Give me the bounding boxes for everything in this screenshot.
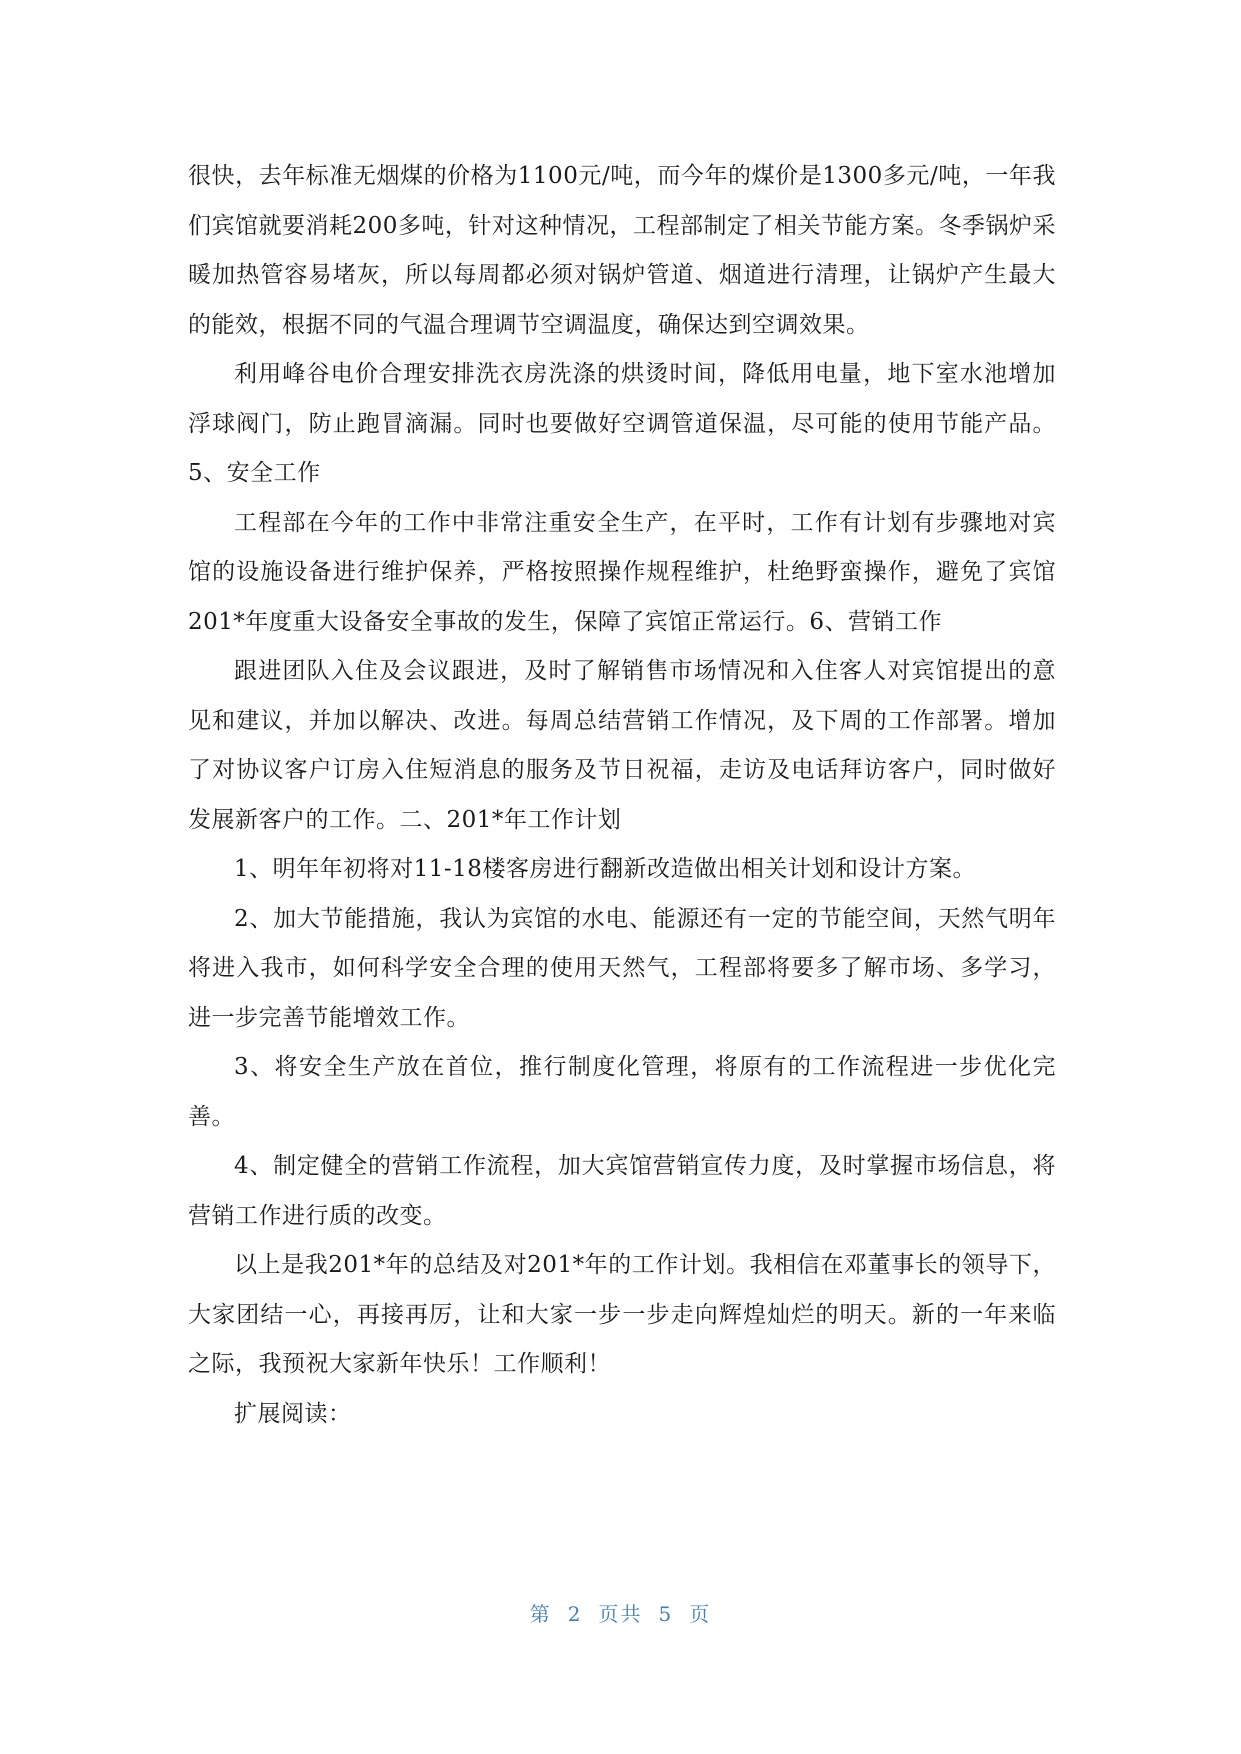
paragraph: 扩展阅读：: [234, 1400, 352, 1427]
paragraph: 1、明年年初将对11-18楼客房进行翻新改造做出相关计划和设计方案。: [234, 856, 976, 882]
paragraph: 3、将安全生产放在首位，推行制度化管理，将原有的工作流程进一步优化完善。: [188, 1054, 1056, 1130]
page-label-prefix: 第: [529, 1602, 552, 1626]
document-body: [188, 152, 1056, 1439]
paragraph: 4、制定健全的营销工作流程，加大宾馆营销宣传力度，及时掌握市场信息，将营销工作进行质的改变。: [188, 1153, 1056, 1229]
current-page-number: 2: [567, 1602, 583, 1626]
paragraph: 以上是我201*年的总结及对201*年的工作计划。我相信在邓董事长的领导下，大家团结一心，再接再厉，让和大家一步一步走向辉煌灿烂的明天。新的一年来临之际，我预祝大家新年快乐！工作顺利！: [188, 1252, 1056, 1377]
paragraph: 2、加大节能措施，我认为宾馆的水电、能源还有一定的节能空间，天然气明年将进入我市，如何科学安全合理的使用天然气，工程部将要多了解市场、多学习，进一步完善节能增效工作。: [188, 905, 1056, 1031]
page-label-suffix: 页: [689, 1602, 712, 1626]
paragraph: 很快，去年标准无烟煤的价格为1100元/吨，而今年的煤价是1300多元/吨，一年我们宾馆就要消耗200多吨，针对这种情况，工程部制定了相关节能方案。冬季锅炉采暖加热管容易堵灰，所以每周都必须对锅炉管道、烟道进行清理，让锅炉产生最大的能效，根据不同的气温合理调节空调温度，确保达到空调效果。: [188, 163, 1056, 338]
page-label-mid: 页共: [598, 1602, 643, 1626]
paragraph: 利用峰谷电价合理安排洗衣房洗涤的烘烫时间，降低用电量，地下室水池增加浮球阀门，防止跑冒滴漏。同时也要做好空调管道保温，尽可能的使用节能产品。5、安全工作: [188, 361, 1056, 486]
page-footer: [0, 1598, 1241, 1627]
paragraph: 跟进团队入住及会议跟进，及时了解销售市场情况和入住客人对宾馆提出的意见和建议，并加以解决、改进。每周总结营销工作情况，及下周的工作部署。增加了对协议客户订房入住短消息的服务及节日祝福，走访及电话拜访客户，同时做好发展新客户的工作。二、201*年工作计划: [188, 658, 1056, 833]
total-pages-number: 5: [658, 1602, 674, 1626]
paragraph: 工程部在今年的工作中非常注重安全生产，在平时，工作有计划有步骤地对宾馆的设施设备进行维护保养，严格按照操作规程维护，杜绝野蛮操作，避免了宾馆201*年度重大设备安全事故的发生，保障了宾馆正常运行。6、营销工作: [188, 509, 1056, 635]
